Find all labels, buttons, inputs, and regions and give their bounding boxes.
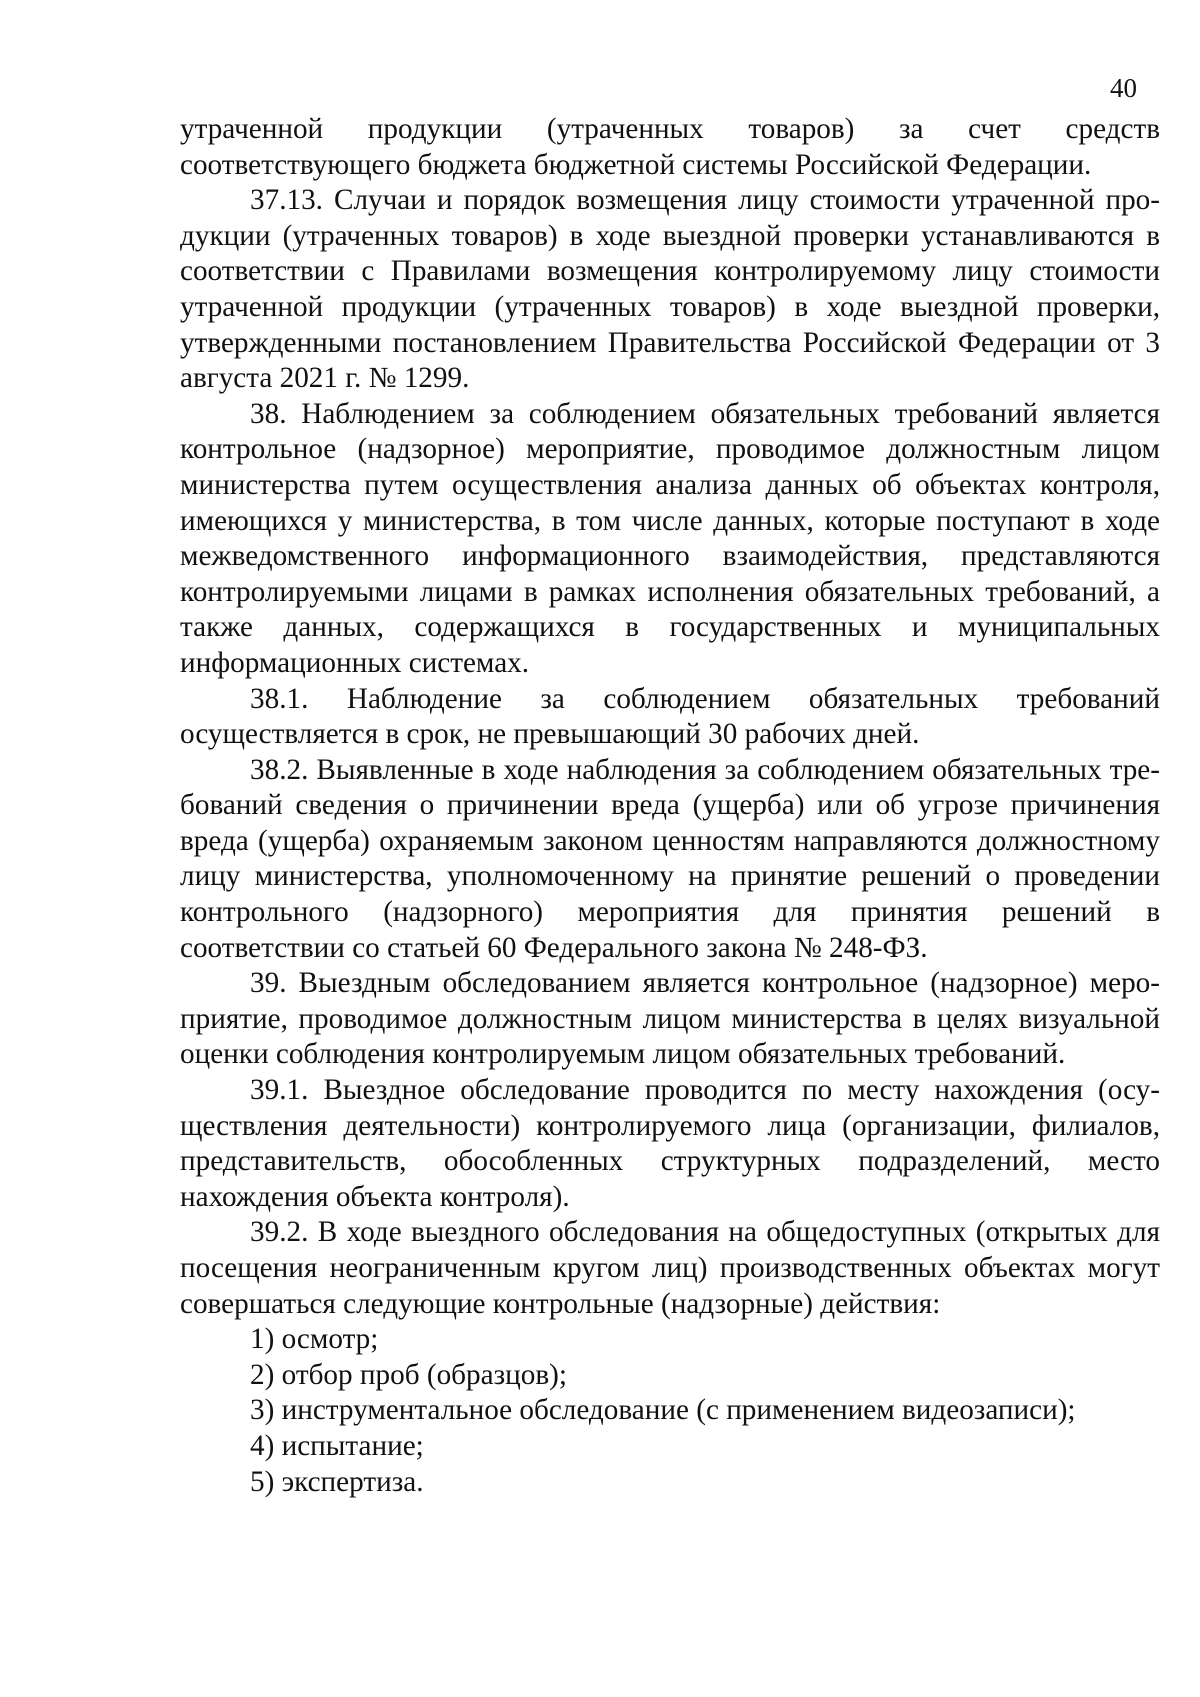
document-body: [180, 112, 1160, 1500]
list-item: 4) испытание;: [250, 1429, 424, 1462]
paragraph-continuation: утраченной продукции (утраченных товаров) за счет средств соответствующего бюджета бюджетной системы Российской Федерации.: [180, 113, 1160, 181]
paragraph-38-2: 38.2. Выявленные в ходе наблюдения за соблюдением обязательных требований сведения о причинении вреда (ущерба) или об угрозе причинения вреда (ущерба) охраняемым законом ценностям направляются должностному лицу министерства, уполномоченному на принятие решений о проведении контрольного (надзорного) мероприятия для принятия решений в соответствии со статьей 60 Федерального закона № 248-ФЗ.: [180, 753, 1160, 964]
paragraph-37-13: 37.13. Случаи и порядок возмещения лицу стоимости утраченной продукции (утраченных товаров) в ходе выездной проверки устанавливаются в соответствии с Правилами возмещения контролируемому лицу стоимости утраченной продукции (утраченных товаров) в ходе выездной проверки, утвержденными постановлением Правительства Российской Федерации от 3 августа 2021 г. № 1299.: [180, 184, 1160, 395]
page-number: 40: [1110, 73, 1137, 103]
paragraph-39-1: 39.1. Выездное обследование проводится по месту нахождения (осуществления деятельности) контролируемого лица (организации, филиалов, представительств, обособленных структурных подразделений, место нахождения объекта контроля).: [180, 1074, 1160, 1213]
paragraph-39-2: 39.2. В ходе выездного обследования на общедоступных (открытых для посещения неограниченным кругом лиц) производственных объектах могут совершаться следующие контрольные (надзорные) действия:: [180, 1216, 1160, 1320]
list-item: 2) отбор проб (образцов);: [250, 1358, 567, 1391]
list-item: 1) осмотр;: [250, 1323, 379, 1356]
list-item: 3) инструментальное обследование (с применением видеозаписи);: [250, 1394, 1076, 1427]
paragraph-38-1: 38.1. Наблюдение за соблюдением обязательных требований осуществляется в срок, не превышающий 30 рабочих дней.: [180, 682, 1160, 751]
control-actions-list: [180, 1322, 1160, 1500]
paragraph-39: 39. Выездным обследованием является контрольное (надзорное) мероприятие, проводимое должностным лицом министерства в целях визуальной оценки соблюдения контролируемым лицом обязательных требований.: [180, 967, 1160, 1071]
list-item: 5) экспертиза.: [250, 1465, 424, 1498]
paragraph-38: 38. Наблюдением за соблюдением обязательных требований является контрольное (надзорное) мероприятие, проводимое должностным лицом министерства путем осуществления анализа данных об объектах контроля, имеющихся у министерства, в том числе данных, которые поступают в ходе межведомственного информационного взаимодействия, представляются контролируемыми лицами в рамках исполнения обязательных требований, а также данных, содержащихся в государственных и муниципальных информационных системах.: [180, 397, 1160, 679]
